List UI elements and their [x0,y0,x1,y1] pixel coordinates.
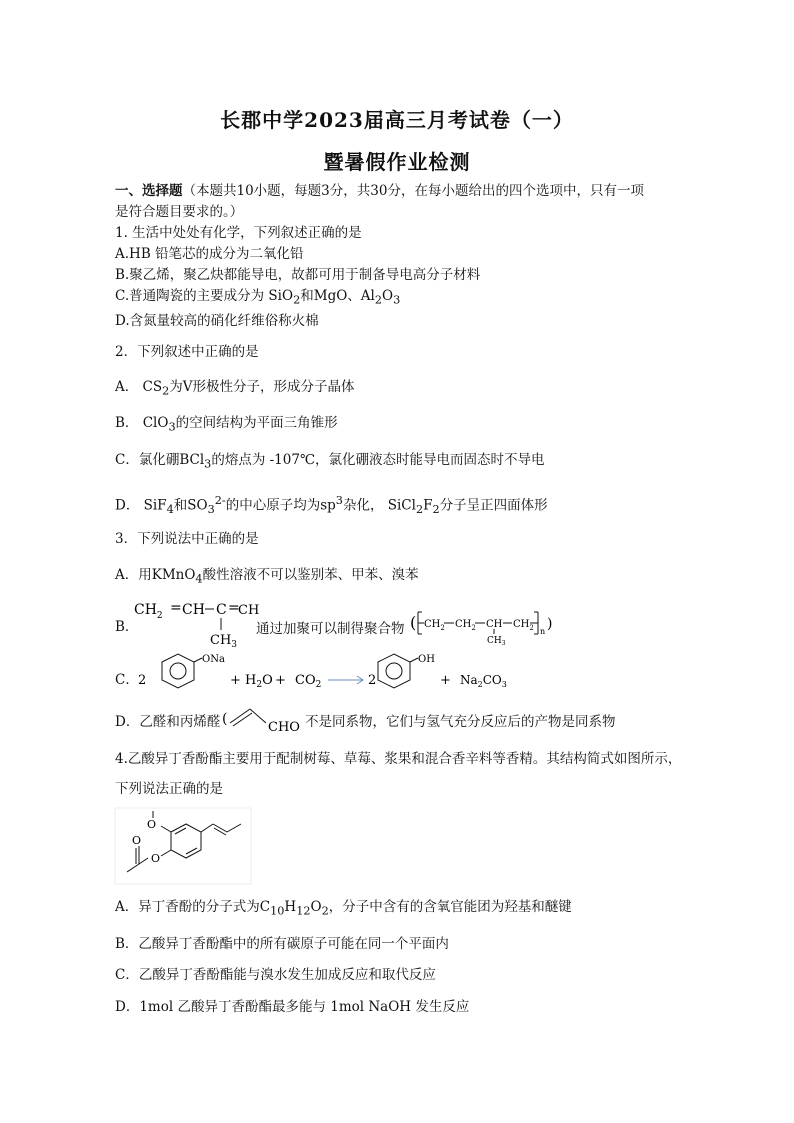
svg-text:=: = [170,600,182,616]
svg-text:Na2CO3: $Na_2CO_3$ [460,673,507,689]
svg-text:CH: CH [182,602,205,618]
q1-c-mid2: O [382,288,394,304]
sub-2: 2 [321,904,329,918]
q2-option-d: D． SiF$_4$和$SO_3^{2-}$的中心原子均为$sp^3$杂化， $SiCl_2F_2$分子呈正四面体形 [115,494,548,517]
q2-d-post: 分子呈正四面体形 [439,497,548,514]
section-desc-line1: （本题共10小题，每题3分，共30分，在每小题给出的四个选项中，只有一项 [182,183,644,199]
q3-option-d [115,713,220,731]
sub-2: 2 [374,293,383,307]
svg-text:CH2: $CH_2$ [513,619,534,632]
acrolein-structure [222,703,304,735]
q3-b-label: B． [115,619,139,635]
q2-d-mid1: 和SO [173,497,208,514]
q2-d-mid2: 的中心原子均为sp [225,497,336,514]
sub-2: 2 [415,503,424,517]
q4-stem-line2: 下列说法正确的是 [115,781,223,797]
q2-d-mid4: F [423,497,433,514]
q3-c-label: C． [115,672,139,688]
q1-c-mid1: 和MgO、Al [300,288,375,304]
q3-b-text: 通过加聚可以制得聚合物 [256,621,405,637]
q2-option-b [115,414,338,437]
q2-b-pre: B． ClO [115,415,169,431]
q4-option-a: A．异丁香酚的分子式为$C_{10}H_{12}O_2$，分子中含有的含氧官能团为羟基和醚键 [115,899,572,918]
svg-text:C: C [216,602,227,618]
page-subtitle: 暨暑假作业检测 [323,150,471,174]
sub-2: 2 [293,293,301,307]
q2-b-post: 的空间结构为平面三角锥形 [175,415,338,431]
sub-3: 3 [393,293,401,307]
q3-d-pre: D．乙醛和丙烯醛 [115,714,221,730]
q3-a-post: 酸性溶液不可以鉴别苯、甲苯、溴苯 [202,567,419,583]
svg-text:ONa: ONa [202,654,225,665]
q4-option-d: D．1mol 乙酸异丁香酚酯最多能与 1mol NaOH 发生反应 [115,999,470,1015]
svg-text:CH2: $CH_2$ [134,602,163,621]
page-title: 长郡中学2023届高三月考试卷（一） [220,108,574,132]
q1-stem: 1. 生活中处处有化学，下列叙述正确的是 [115,225,362,241]
sub-2: 2 [162,384,170,398]
svg-text:CH2: $CH_2$ [424,619,445,632]
q4-option-c: C．乙酸异丁香酚酯能与溴水发生加成反应和取代反应 [115,967,436,983]
sub-3: 3 [168,420,176,434]
svg-text:+ H2O: + $H_2O$ [230,673,273,690]
sub-2: 2 [432,503,440,517]
svg-text:(: ( [410,613,417,632]
coef-2: 2 [138,673,147,688]
sub-3: 3 [207,503,215,517]
q3-a-pre: A．用KMnO [115,567,196,583]
q4-stem-line1: 4.乙酸异丁香酚酯主要用于配制树莓、草莓、浆果和混合香辛料等香精。其结构简式如图所示， [115,751,682,767]
q4-a-pre: A．异丁香酚的分子式为C [115,899,271,915]
q1-option-b: B.聚乙烯，聚乙炔都能导电，故都可用于制备导电高分子材料 [115,267,481,283]
q2-a-post: 为V形极性分子，形成分子晶体 [169,379,355,395]
svg-text:OH: OH [418,654,435,665]
sup-3: 3 [335,494,343,507]
svg-text:2: 2 [368,673,377,688]
q2-c-post: 的熔点为 -107℃，氯化硼液态时能导电而固态时不导电 [211,452,545,468]
phenoxide-reaction [138,654,518,704]
q3-stem: 3．下列说法中正确的是 [115,531,259,547]
svg-text:): ) [547,616,553,632]
q2-a-pre: A． CS [115,379,163,395]
svg-text:CO2: $CO_2$ [295,673,322,690]
q1-option-c [115,287,400,310]
svg-text:CH: CH [486,619,503,630]
svg-text:CH: CH [238,603,260,618]
section-label: 一、选择题 [115,183,183,199]
section-header [115,182,644,200]
q1-c-pre: C.普通陶瓷的主要成分为 SiO [115,288,294,304]
q2-c-pre: C．氯化硼BCl [115,452,205,468]
svg-text:(: ( [222,711,228,727]
svg-text:CH3: $CH_3$ [210,633,238,650]
svg-text:=: = [228,600,240,616]
sub-3: 3 [204,457,212,471]
q3-d-post: 不是同系物，它们与氢气充分反应后的产物是同系物 [305,714,616,730]
q2-stem: 2．下列叙述中正确的是 [115,344,259,360]
svg-text:O: O [151,852,161,865]
q1-option-d: D.含氮量较高的硝化纤维俗称火棉 [115,313,319,329]
svg-text:O: O [132,834,142,847]
q2-option-a [115,378,355,401]
svg-text:CH2: $CH_2$ [455,619,476,632]
q2-d-pre: D． SiF [115,497,167,514]
q4-a-post: ，分子中含有的含氧官能团为羟基和醚键 [328,899,572,915]
q2-option-c [115,451,545,474]
svg-text:+: + [275,673,286,688]
section-desc-line2: 是符合题目要求的。） [115,204,244,220]
svg-text:n: n [540,627,546,636]
svg-text:CH3: $CH_3$ [487,636,506,647]
q1-option-a: A.HB 铅笔芯的成分为二氧化铅 [115,246,304,262]
isoprene-structure [130,596,260,650]
q3-option-a: A．用KMnO$_4$酸性溶液不可以鉴别苯、甲苯、溴苯 [115,567,419,586]
svg-text:O: O [147,818,157,831]
q4-option-b: B．乙酸异丁香酚酯中的所有碳原子可能在同一个平面内 [115,936,449,952]
q2-d-mid3: 杂化， SiCl [342,497,416,514]
polymer-structure [410,600,555,646]
isoeugenol-acetate-structure [115,808,255,886]
svg-text:CHO: CHO [268,720,300,735]
svg-text:+: + [440,673,451,688]
